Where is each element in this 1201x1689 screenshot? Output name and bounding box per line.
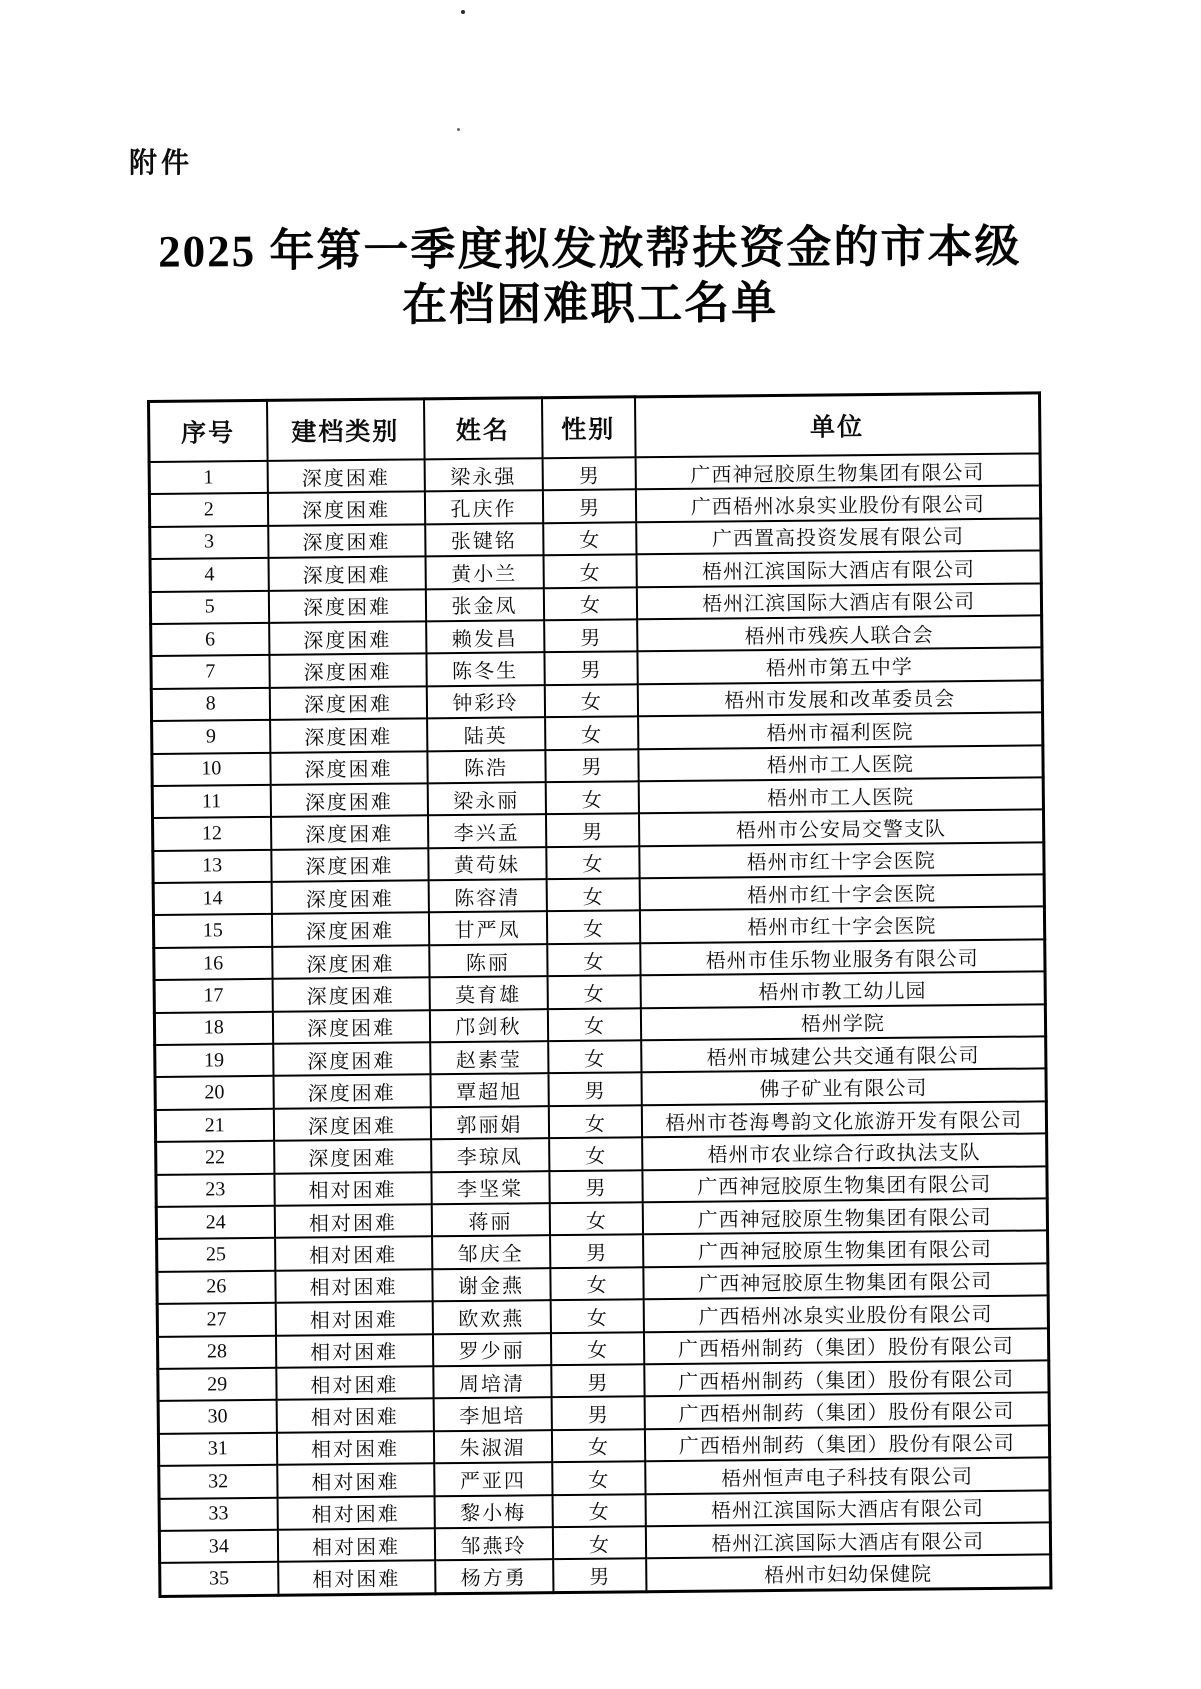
name-cell: 杨方勇	[435, 1559, 553, 1593]
name-cell: 梁永强	[424, 458, 542, 492]
gender-cell: 男	[551, 1397, 644, 1430]
gender-cell: 男	[550, 1235, 643, 1268]
category-cell: 相对困难	[276, 1366, 433, 1400]
category-cell: 深度困难	[270, 751, 427, 785]
category-cell: 深度困难	[268, 524, 425, 558]
unit-cell: 广西神冠胶原生物集团有限公司	[642, 1166, 1047, 1202]
category-cell: 深度困难	[269, 621, 426, 655]
row-number-cell: 26	[157, 1271, 275, 1305]
unit-cell: 广西梧州制药（集团）股份有限公司	[644, 1393, 1049, 1429]
unit-cell: 梧州江滨国际大酒店有限公司	[645, 1522, 1050, 1558]
category-cell: 深度困难	[271, 913, 428, 947]
row-number-cell: 3	[150, 526, 268, 560]
header-filing-category: 建档类别	[267, 399, 425, 461]
name-cell: 李兴孟	[428, 814, 546, 848]
category-cell: 相对困难	[277, 1528, 434, 1562]
gender-cell: 女	[548, 1105, 641, 1138]
row-number-cell: 30	[158, 1400, 276, 1434]
gender-cell: 男	[542, 490, 635, 523]
category-cell: 深度困难	[272, 1010, 429, 1044]
row-number-cell: 10	[152, 752, 270, 786]
name-cell: 邹燕玲	[434, 1527, 552, 1561]
unit-cell: 广西梧州冰泉实业股份有限公司	[643, 1296, 1048, 1332]
name-cell: 罗少丽	[432, 1333, 550, 1367]
category-cell: 相对困难	[277, 1463, 434, 1497]
row-number-cell: 7	[151, 655, 269, 689]
row-number-cell: 32	[159, 1465, 277, 1499]
unit-cell: 广西置高投资发展有限公司	[636, 518, 1041, 554]
row-number-cell: 8	[151, 688, 269, 722]
gender-cell: 女	[549, 1202, 642, 1235]
row-number-cell: 6	[151, 623, 269, 657]
gender-cell: 男	[548, 1073, 641, 1106]
header-serial-number: 序号	[149, 400, 268, 462]
unit-cell: 梧州市苍海粤韵文化旅游开发有限公司	[641, 1101, 1046, 1137]
row-number-cell: 29	[158, 1368, 276, 1402]
name-cell: 谢金燕	[432, 1268, 550, 1302]
unit-cell: 广西神冠胶原生物集团有限公司	[643, 1263, 1048, 1299]
row-number-cell: 25	[157, 1238, 275, 1272]
category-cell: 相对困难	[275, 1301, 432, 1335]
header-name: 姓名	[424, 398, 543, 460]
header-unit: 单位	[634, 393, 1040, 457]
gender-cell: 男	[544, 619, 637, 652]
category-cell: 相对困难	[275, 1269, 432, 1303]
unit-cell: 广西梧州制药（集团）股份有限公司	[643, 1328, 1048, 1364]
row-number-cell: 16	[154, 947, 272, 981]
name-cell: 严亚四	[434, 1462, 552, 1496]
unit-cell: 梧州市红十字会医院	[639, 874, 1044, 910]
gender-cell: 女	[544, 684, 637, 717]
category-cell: 深度困难	[274, 1140, 431, 1174]
category-cell: 深度困难	[273, 1042, 430, 1076]
category-cell: 深度困难	[272, 945, 429, 979]
name-cell: 孔庆作	[424, 491, 542, 525]
name-cell: 陆英	[427, 717, 545, 751]
name-cell: 梁永丽	[427, 782, 545, 816]
unit-cell: 梧州市工人医院	[638, 777, 1043, 813]
category-cell: 深度困难	[272, 978, 429, 1012]
unit-cell: 广西神冠胶原生物集团有限公司	[643, 1231, 1048, 1267]
unit-cell: 梧州市红十字会医院	[639, 907, 1044, 943]
gender-cell: 男	[549, 1170, 642, 1203]
name-cell: 张键铭	[425, 523, 543, 557]
name-cell: 李旭培	[433, 1397, 551, 1431]
unit-cell: 梧州江滨国际大酒店有限公司	[636, 551, 1041, 587]
gender-cell: 男	[551, 1364, 644, 1397]
category-cell: 相对困难	[278, 1561, 435, 1595]
gender-cell: 女	[547, 976, 640, 1009]
unit-cell: 梧州市工人医院	[638, 745, 1043, 781]
header-gender: 性别	[541, 397, 635, 458]
document-title	[90, 219, 1091, 335]
category-cell: 深度困难	[273, 1075, 430, 1109]
gender-cell: 男	[545, 814, 638, 847]
gender-cell: 女	[543, 587, 636, 620]
row-number-cell: 9	[152, 720, 270, 754]
name-cell: 黎小梅	[434, 1495, 552, 1529]
scan-artifact-dot	[461, 10, 465, 14]
category-cell: 深度困难	[267, 492, 424, 526]
row-number-cell: 31	[158, 1433, 276, 1467]
gender-cell: 女	[550, 1332, 643, 1365]
unit-cell: 梧州市第五中学	[637, 648, 1042, 684]
category-cell: 相对困难	[275, 1334, 432, 1368]
gender-cell: 女	[552, 1461, 645, 1494]
category-cell: 深度困难	[268, 589, 425, 623]
category-cell: 深度困难	[267, 459, 424, 493]
unit-cell: 梧州江滨国际大酒店有限公司	[636, 583, 1041, 619]
row-number-cell: 28	[157, 1335, 275, 1369]
unit-cell: 广西神冠胶原生物集团有限公司	[642, 1198, 1047, 1234]
row-number-cell: 11	[152, 785, 270, 819]
name-cell: 覃超旭	[430, 1074, 548, 1108]
category-cell: 相对困难	[276, 1399, 433, 1433]
gender-cell: 男	[553, 1559, 646, 1593]
row-number-cell: 33	[159, 1497, 277, 1531]
row-number-cell: 21	[155, 1109, 273, 1143]
name-cell: 李坚棠	[431, 1171, 549, 1205]
row-number-cell: 27	[157, 1303, 275, 1337]
category-cell: 相对困难	[276, 1431, 433, 1465]
category-cell: 相对困难	[274, 1172, 431, 1206]
unit-cell: 梧州市妇幼保健院	[646, 1555, 1051, 1592]
name-cell: 陈冬生	[426, 653, 544, 687]
name-cell: 莫育雄	[429, 976, 547, 1010]
name-cell: 李琼凤	[431, 1138, 549, 1172]
roster-table-wrapper	[147, 391, 1052, 1597]
gender-cell: 女	[543, 554, 636, 587]
name-cell: 欧欢燕	[432, 1300, 550, 1334]
gender-cell: 女	[545, 781, 638, 814]
table-header-row	[149, 393, 1041, 462]
gender-cell: 女	[546, 846, 639, 879]
name-cell: 黄小兰	[425, 555, 543, 589]
unit-cell: 广西梧州冰泉实业股份有限公司	[635, 486, 1040, 522]
name-cell: 郭丽娟	[430, 1106, 548, 1140]
category-cell: 深度困难	[268, 557, 425, 591]
category-cell: 深度困难	[273, 1107, 430, 1141]
name-cell: 周培清	[433, 1365, 551, 1399]
name-cell: 邝剑秋	[429, 1009, 547, 1043]
row-number-cell: 1	[149, 461, 267, 495]
gender-cell: 女	[550, 1299, 643, 1332]
unit-cell: 梧州学院	[640, 1004, 1045, 1040]
title-line-1: 2025 年第一季度拟发放帮扶资金的市本级	[158, 221, 1022, 277]
gender-cell: 女	[547, 1008, 640, 1041]
row-number-cell: 34	[159, 1530, 277, 1564]
unit-cell: 梧州市残疾人联合会	[637, 615, 1042, 651]
category-cell: 相对困难	[274, 1204, 431, 1238]
gender-cell: 男	[545, 749, 638, 782]
name-cell: 陈丽	[429, 944, 547, 978]
unit-cell: 广西梧州制药（集团）股份有限公司	[644, 1360, 1049, 1396]
row-number-cell: 22	[156, 1141, 274, 1175]
category-cell: 深度困难	[271, 816, 428, 850]
gender-cell: 女	[548, 1040, 641, 1073]
unit-cell: 梧州江滨国际大酒店有限公司	[645, 1490, 1050, 1526]
attachment-label: 附件	[129, 147, 194, 178]
unit-cell: 佛子矿业有限公司	[641, 1069, 1046, 1105]
unit-cell: 梧州市公安局交警支队	[638, 810, 1043, 846]
scan-artifact-dot	[457, 128, 460, 131]
unit-cell: 梧州市佳乐物业服务有限公司	[640, 939, 1045, 975]
unit-cell: 梧州市农业综合行政执法支队	[642, 1134, 1047, 1170]
unit-cell: 梧州市福利医院	[638, 713, 1043, 749]
row-number-cell: 17	[154, 979, 272, 1013]
row-number-cell: 4	[150, 558, 268, 592]
unit-cell: 梧州恒声电子科技有限公司	[645, 1457, 1050, 1493]
gender-cell: 男	[544, 652, 637, 685]
unit-cell: 梧州市城建公共交通有限公司	[641, 1036, 1046, 1072]
name-cell: 甘严凤	[428, 912, 546, 946]
category-cell: 深度困难	[271, 848, 428, 882]
row-number-cell: 20	[155, 1076, 273, 1110]
gender-cell: 女	[551, 1429, 644, 1462]
name-cell: 赵素莹	[430, 1041, 548, 1075]
name-cell: 陈容清	[428, 879, 546, 913]
name-cell: 蒋丽	[431, 1203, 549, 1237]
workers-roster-table	[147, 391, 1052, 1597]
category-cell: 深度困难	[271, 880, 428, 914]
gender-cell: 女	[547, 943, 640, 976]
unit-cell: 广西梧州制药（集团）股份有限公司	[644, 1425, 1049, 1461]
name-cell: 陈浩	[427, 750, 545, 784]
unit-cell: 梧州市教工幼儿园	[640, 972, 1045, 1008]
category-cell: 相对困难	[277, 1496, 434, 1530]
row-number-cell: 23	[156, 1173, 274, 1207]
row-number-cell: 15	[153, 914, 271, 948]
name-cell: 邹庆全	[432, 1236, 550, 1270]
category-cell: 相对困难	[275, 1237, 432, 1271]
gender-cell: 女	[543, 522, 636, 555]
row-number-cell: 35	[160, 1562, 278, 1596]
name-cell: 钟彩玲	[426, 685, 544, 719]
category-cell: 深度困难	[269, 686, 426, 720]
name-cell: 黄苟妹	[428, 847, 546, 881]
unit-cell: 梧州市红十字会医院	[639, 842, 1044, 878]
title-line-2: 在档困难职工名单	[402, 277, 779, 331]
gender-cell: 女	[546, 878, 639, 911]
name-cell: 赖发昌	[426, 620, 544, 654]
gender-cell: 女	[546, 911, 639, 944]
gender-cell: 女	[545, 716, 638, 749]
row-number-cell: 19	[155, 1044, 273, 1078]
unit-cell: 广西神冠胶原生物集团有限公司	[635, 453, 1040, 489]
category-cell: 深度困难	[270, 718, 427, 752]
row-number-cell: 2	[149, 493, 267, 527]
gender-cell: 女	[552, 1494, 645, 1527]
name-cell: 朱淑湄	[433, 1430, 551, 1464]
row-number-cell: 24	[156, 1206, 274, 1240]
row-number-cell: 14	[153, 882, 271, 916]
gender-cell: 女	[550, 1267, 643, 1300]
name-cell: 张金凤	[425, 588, 543, 622]
unit-cell: 梧州市发展和改革委员会	[637, 680, 1042, 716]
row-number-cell: 13	[153, 850, 271, 884]
gender-cell: 女	[549, 1137, 642, 1170]
category-cell: 深度困难	[269, 654, 426, 688]
gender-cell: 女	[552, 1526, 645, 1559]
gender-cell: 男	[542, 457, 635, 490]
row-number-cell: 5	[150, 590, 268, 624]
category-cell: 深度困难	[270, 783, 427, 817]
row-number-cell: 18	[154, 1011, 272, 1045]
row-number-cell: 12	[153, 817, 271, 851]
